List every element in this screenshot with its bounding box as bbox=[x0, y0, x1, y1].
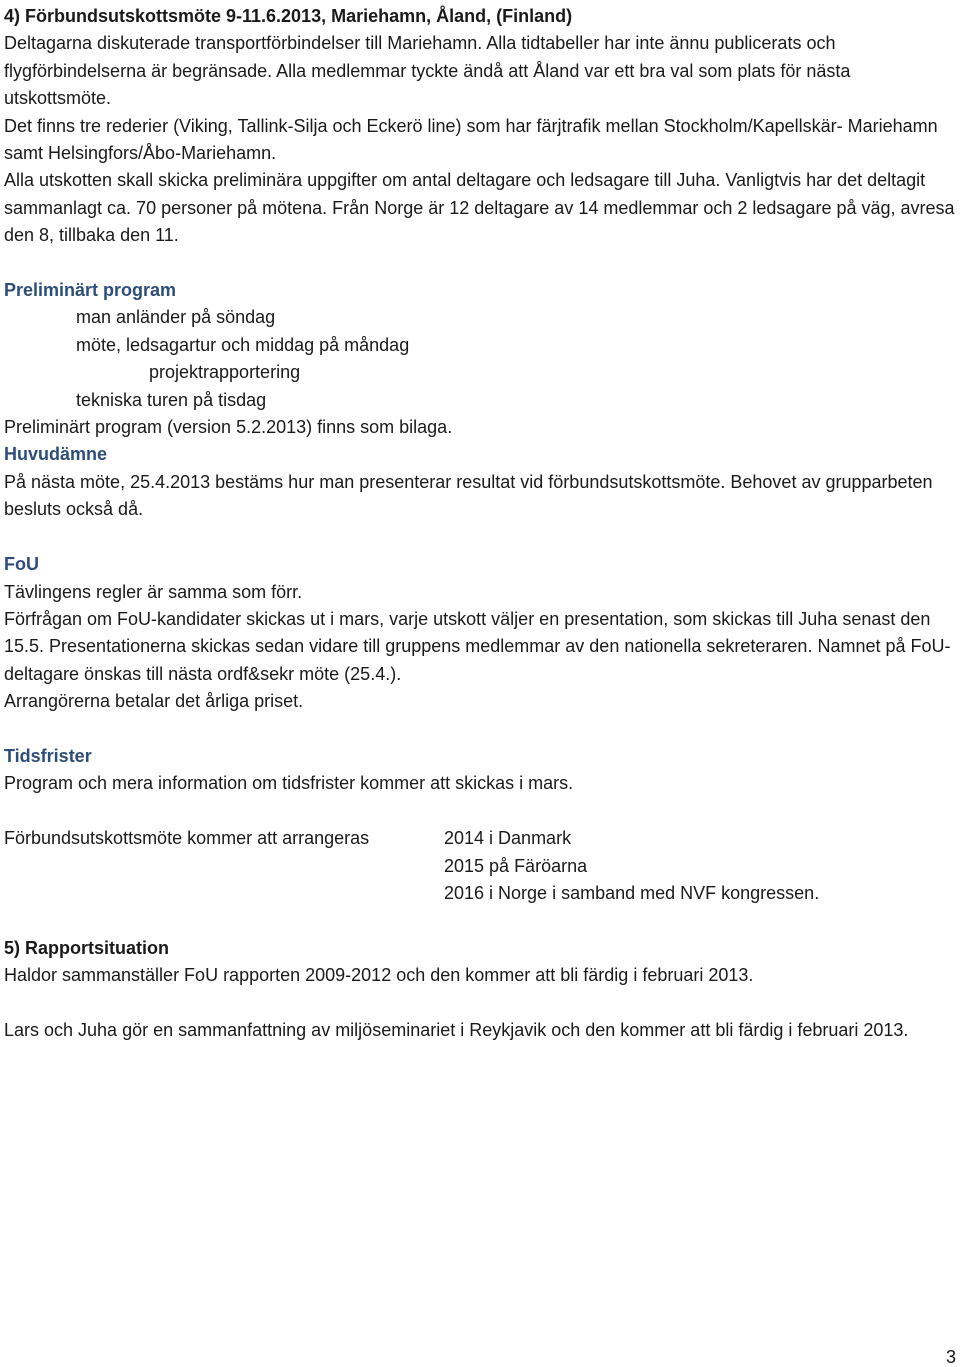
tidsfrister-heading: Tidsfrister bbox=[4, 745, 92, 766]
program-item-project-reporting: projektrapportering bbox=[149, 362, 301, 383]
section4-paragraph-participants: Alla utskotten skall skicka preliminära uppgifter om antal deltagare och ledsagare till Juha. Vanligtvis har det deltagit sammanlagt ca. 70 personer på mötena. Från Norge är 12 deltagare av 14 medlemmar och 2 ledsagare på väg, avresa den 8, tillbaka den 11. bbox=[4, 170, 955, 246]
fou-rules: Tävlingens regler är samma som förr. bbox=[4, 581, 303, 602]
fou-prize: Arrangörerna betalar det årliga priset. bbox=[4, 691, 304, 712]
spacer bbox=[4, 716, 956, 743]
program-note: Preliminärt program (version 5.2.2013) finns som bilaga. bbox=[4, 417, 453, 438]
spacer bbox=[4, 524, 956, 551]
program-item-tuesday: tekniska turen på tisdag bbox=[76, 389, 267, 410]
section4-paragraph-ferries: Det finns tre rederier (Viking, Tallink-Silja och Eckerö line) som har färjtrafik mellan Stockholm/Kapellskär- Mariehamn samt Helsingfors/Åbo-Mariehamn. bbox=[4, 115, 938, 164]
section4-paragraph-transport: Deltagarna diskuterade transportförbindelser till Mariehamn. Alla tidtabeller har inte ännu publicerats och flygförbindelserna är begränsade. Alla medlemmar tyckte ändå att Åland var ett bra val som plats för nästa utskottsmöte. bbox=[4, 33, 851, 109]
schedule-row bbox=[4, 825, 956, 852]
spacer bbox=[4, 990, 956, 1017]
schedule-label: Förbundsutskottsmöte kommer att arrangeras bbox=[4, 828, 370, 849]
page-number: 3 bbox=[945, 1347, 956, 1367]
program-heading: Preliminärt program bbox=[4, 280, 177, 301]
fou-heading: FoU bbox=[4, 554, 39, 575]
schedule-entry-2014: 2014 i Danmark bbox=[444, 828, 572, 849]
section5-paragraph-haldor: Haldor sammanställer FoU rapporten 2009-2012 och den kommer att bli färdig i februari 2013. bbox=[4, 965, 754, 986]
spacer bbox=[4, 250, 956, 277]
program-item-sunday: man anländer på söndag bbox=[76, 307, 276, 328]
huvudamne-text: På nästa möte, 25.4.2013 bestäms hur man presenterar resultat vid förbundsutskottsmöte. Behovet av grupparbeten besluts också då. bbox=[4, 471, 933, 520]
schedule-row bbox=[4, 853, 956, 880]
schedule-entry-2016: 2016 i Norge i samband med NVF kongressen. bbox=[444, 882, 820, 903]
program-item-monday: möte, ledsagartur och middag på måndag bbox=[76, 334, 410, 355]
huvudamne-heading: Huvudämne bbox=[4, 444, 108, 465]
schedule-entry-2015: 2015 på Färöarna bbox=[444, 855, 588, 876]
spacer bbox=[4, 907, 956, 934]
spacer bbox=[4, 798, 956, 825]
document-page bbox=[4, 3, 956, 1044]
section5-paragraph-lars-juha: Lars och Juha gör en sammanfattning av miljöseminariet i Reykjavik och den kommer att bli färdig i februari 2013. bbox=[4, 1019, 909, 1040]
tidsfrister-text: Program och mera information om tidsfrister kommer att skickas i mars. bbox=[4, 773, 574, 794]
section5-title: 5) Rapportsituation bbox=[4, 937, 169, 958]
fou-candidates: Förfrågan om FoU-kandidater skickas ut i mars, varje utskott väljer en presentation, som skickas till Juha senast den 15.5. Presentationerna skickas sedan vidare till gruppens medlemmar av den nationella sekreteraren. Namnet på FoU-deltagare önskas till nästa ordf&sekr möte (25.4.). bbox=[4, 608, 951, 684]
section4-title: 4) Förbundsutskottsmöte 9-11.6.2013, Mariehamn, Åland, (Finland) bbox=[4, 6, 573, 26]
schedule-row bbox=[4, 880, 956, 907]
